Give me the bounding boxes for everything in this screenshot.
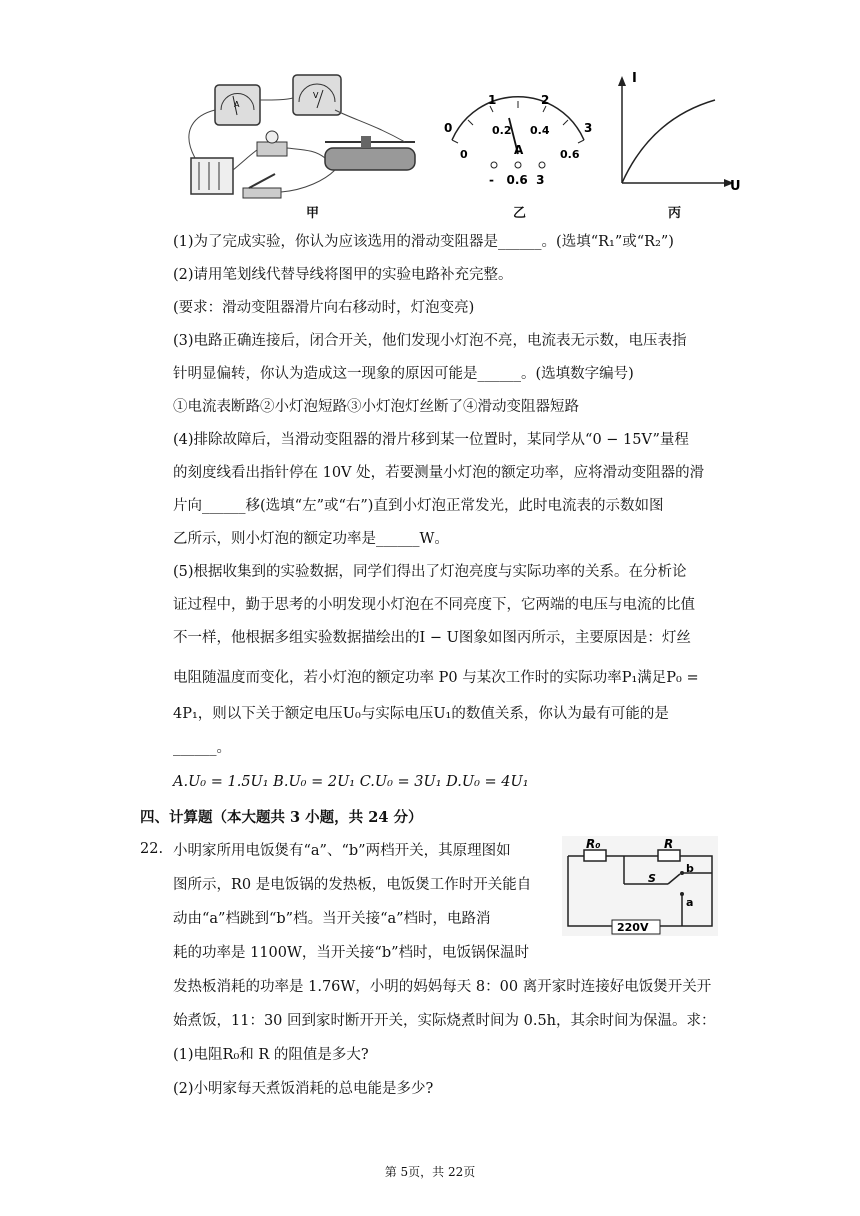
q21-part5-line1: (5)根据收集到的实验数据，同学们得出了灯泡亮度与实际功率的关系。在分析论 [173, 564, 687, 580]
circuit-a-label: a [686, 896, 694, 909]
q22-line6: 始煮饭，11：30 回到家时断开开关，实际烧煮时间为 0.5h，其余时间为保温。求： [173, 1013, 716, 1029]
dial-top-2: 2 [541, 93, 550, 107]
q22-number: 22. [140, 841, 164, 857]
figure-yi-ammeter-dial [438, 88, 598, 200]
section-title: 四、计算题（本大题共 3 小题，共 24 分） [140, 809, 423, 826]
dial-terminals: - 0.6 3 [489, 173, 545, 187]
q21-part2: (2)请用笔划线代替导线将图甲的实验电路补充完整。 [173, 267, 513, 283]
q22-sub1: (1)电阻R₀和 R 的阻值是多大? [173, 1047, 369, 1063]
q21-part4-line2: 的刻度线看出指针停在 10V 处，若要测量小灯泡的额定功率，应将滑动变阻器的滑 [173, 465, 705, 481]
q21-part4-line4: 乙所示，则小灯泡的额定功率是______W。 [173, 531, 449, 547]
svg-text:A: A [234, 100, 240, 109]
q22-circuit-diagram [562, 836, 718, 936]
q21-part2-requirement: (要求：滑动变阻器滑片向右移动时，灯泡变亮) [173, 300, 475, 316]
dial-top-1: 1 [488, 93, 497, 107]
figure-bing-iu-graph [610, 68, 750, 198]
dial-unit: A [514, 143, 524, 157]
graph-y-label: I [632, 71, 637, 86]
circuit-switch-label: S [648, 872, 656, 885]
figure-jia-label: 甲 [306, 206, 320, 221]
figure-yi-label: 乙 [513, 206, 527, 221]
svg-text:V: V [313, 91, 319, 100]
q22-line1: 小明家所用电饭煲有“a”、“b”两档开关，其原理图如 [173, 843, 511, 859]
q22-line3: 动由“a”档跳到“b”档。当开关接“a”档时，电路消 [173, 911, 491, 927]
dial-bottom-0: 0 [460, 148, 468, 161]
q21-part5-line2: 证过程中，勤于思考的小明发现小灯泡在不同亮度下，它两端的电压与电流的比值 [173, 597, 695, 613]
q21-part4-line1: (4)排除故障后，当滑动变阻器的滑片移到某一位置时，某同学从“0 − 15V”量程 [173, 432, 689, 448]
page-footer: 第 5页，共 22页 [384, 1165, 476, 1179]
q22-line2: 图所示，R0 是电饭锅的发热板，电饭煲工作时开关能自 [173, 877, 532, 893]
graph-x-label: U [730, 179, 741, 194]
q21-part5-choices: A.U₀ = 1.5U₁ B.U₀ = 2U₁ C.U₀ = 3U₁ D.U₀ = 4U₁ [173, 774, 529, 790]
dial-bottom-02: 0.2 [492, 124, 512, 137]
q21-part5-line4: 电阻随温度而变化，若小灯泡的额定功率 P0 与某次工作时的实际功率P₁满足P₀ = [173, 670, 699, 686]
figure-jia-apparatus [175, 70, 445, 220]
figure-bing-label: 丙 [668, 206, 682, 221]
dial-bottom-04: 0.4 [530, 124, 550, 137]
circuit-r-label: R [664, 837, 674, 851]
circuit-b-label: b [686, 862, 694, 875]
q21-part5-line5: 4P₁，则以下关于额定电压U₀与实际电压U₁的数值关系，你认为最有可能的是 [173, 706, 669, 722]
q21-part3-line2: 针明显偏转，你认为造成这一现象的原因可能是______。(选填数字编号) [173, 366, 634, 382]
dial-top-3: 3 [584, 121, 593, 135]
q21-part5-line6: ______。 [173, 740, 231, 756]
circuit-r0-label: R₀ [586, 837, 601, 851]
q21-part3-options: ①电流表断路②小灯泡短路③小灯泡灯丝断了④滑动变阻器短路 [173, 399, 579, 415]
q22-sub2: (2)小明家每天煮饭消耗的总电能是多少? [173, 1081, 434, 1097]
dial-top-0: 0 [444, 121, 453, 135]
q22-line4: 耗的功率是 1100W，当开关接“b”档时，电饭锅保温时 [173, 945, 530, 961]
q21-part5-line3: 不一样，他根据多组实验数据描绘出的I − U图象如图丙所示，主要原因是：灯丝 [173, 630, 691, 646]
dial-bottom-06: 0.6 [560, 148, 580, 161]
q21-part1: (1)为了完成实验，你认为应该选用的滑动变阻器是______。(选填“R₁”或“R₂”) [173, 234, 674, 250]
circuit-voltage-label: 220V [617, 921, 649, 934]
q22-line5: 发热板消耗的功率是 1.76W，小明的妈妈每天 8：00 离开家时连接好电饭煲开关开 [173, 979, 712, 995]
q21-part4-line3: 片向______移(选填“左”或“右”)直到小灯泡正常发光，此时电流表的示数如图 [173, 498, 664, 514]
q21-part3-line1: (3)电路正确连接后，闭合开关，他们发现小灯泡不亮，电流表无示数，电压表指 [173, 333, 687, 349]
